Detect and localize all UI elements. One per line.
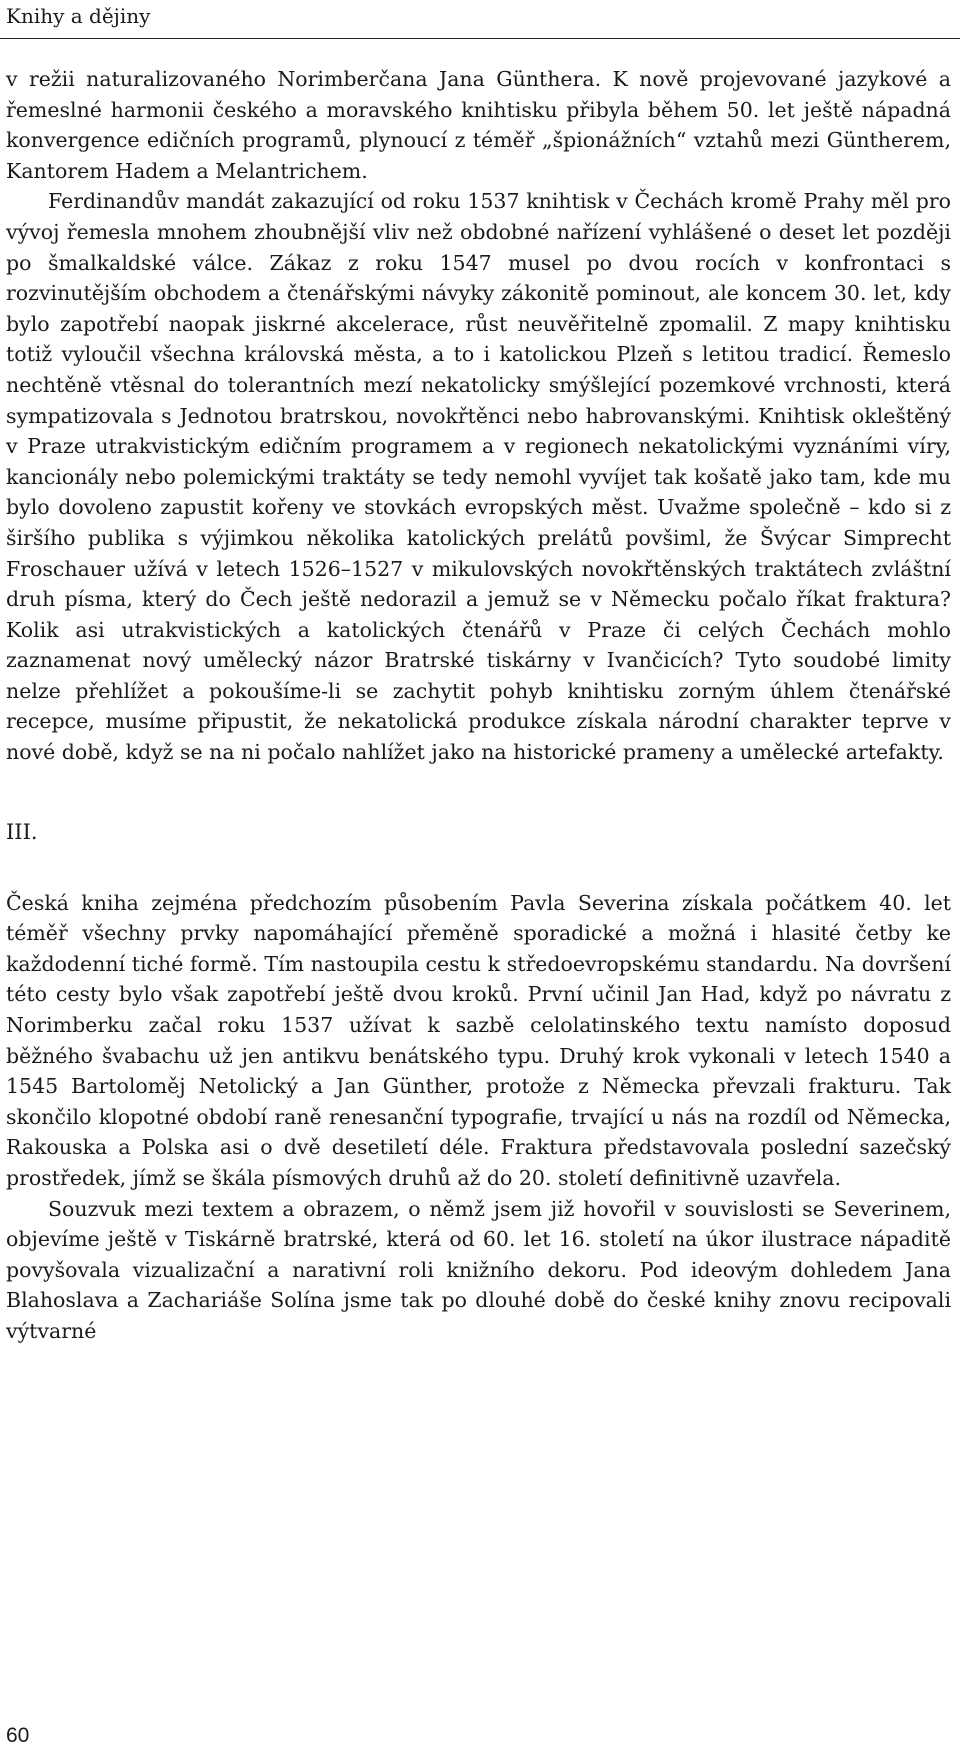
page-number: 60 xyxy=(6,1724,30,1747)
paragraph-3: Česká kniha zejména předchozím působením Pavla Severina získala počátkem 40. let téměř všechny prvky napomáhající přeměně sporadické a možná i hlasité četby ke každodenní tiché formě. Tím nastoupila cestu k středoevropskému standardu. Na dovršení této cesty bylo však zapotřebí ještě dvou kroků. První učinil Jan Had, když po návratu z Norimberku začal roku 1537 užívat k sazbě celolatinského textu namísto doposud běžného švabachu už jen antikvu benátského typu. Druhý krok vykonali v letech 1540 a 1545 Bartoloměj Netolický a Jan Günther, protože z Německa převzali frakturu. Tak skončilo klopotné období raně renesanční typografie, trvající u nás na rozdíl od Německa, Rakouska a Polska asi o dvě desetiletí déle. Fraktura představovala poslední sazečský prostředek, jímž se škála písmových druhů až do 20. století definitivně uzavřela. xyxy=(6,890,951,1190)
page-body xyxy=(6,64,951,1347)
running-head xyxy=(0,0,960,39)
paragraph-4: Souzvuk mezi textem a obrazem, o němž jsem již hovořil v souvislosti se Severinem, objevíme ještě v Tiskárně bratrské, která od 60. let 16. století na úkor ilustrace nápaditě povyšovala vizualizační a narativní roli knižního dekoru. Pod ideovým dohledem Jana Blahoslava a Zachariáše Solína jsme tak po dlouhé době do české knihy znovu recipovali výtvarné xyxy=(6,1196,951,1343)
running-head-title: Knihy a dějiny xyxy=(6,4,151,28)
paragraph-1: v režii naturalizovaného Norimberčana Jana Günthera. K nově projevované jazykové a řemeslné harmonii českého a moravského knihtisku přibyla během 50. let ještě nápadná konvergence edičních programů, plynoucí z téměř „špionážních“ vztahů mezi Güntherem, Kantorem Hadem a Melantrichem. xyxy=(6,67,951,183)
paragraph-2: Ferdinandův mandát zakazující od roku 1537 knihtisk v Čechách kromě Prahy měl pro vývoj řemesla mnohem zhoubnější vliv než obdobné nařízení vyhlášené o deset let později po šmalkaldské válce. Zákaz z roku 1547 musel po dvou rocích v konfrontaci s rozvinutějším obchodem a čtenářskými návyky zákonitě pominout, ale koncem 30. let, kdy bylo zapotřebí naopak jiskrné akcelerace, růst neuvěřitelně zpomalil. Z mapy knihtisku totiž vyloučil všechna královská města, a to i katolickou Plzeň s letitou tradicí. Řemeslo nechtěně vtěsnal do tolerantních mezí nekatolicky smýšlející pozemkové vrchnosti, která sympatizovala s Jednotou bratrskou, novokřtěnci nebo habrovanskými. Knihtisk okleštěný v Praze utrakvistickým edičním programem a v regionech nekatolickými vyznáními víry, kancionály nebo polemickými traktáty se tedy nemohl vyvíjet tak košatě jako tam, kde mu bylo dovoleno zapustit kořeny ve stovkách evropských měst. Uvažme společně – kdo si z širšího publika s výjimkou několika katolických prelátů povšiml, že Švýcar Simprecht Froschauer užívá v letech 1526–1527 v mikulovských novokřtěnských traktátech zvláštní druh písma, který do Čech ještě nedorazil a jemuž se v Německu počalo říkat fraktura? Kolik asi utrakvistických a katolických čtenářů v Praze či celých Čechách mohlo zaznamenat nový umělecký názor Bratrské tiskárny v Ivančicích? Tyto soudobé limity nelze přehlížet a pokoušíme-li se zachytit pohyb knihtisku zorným úhlem čtenářské recepce, musíme připustit, že nekatolická produkce získala národní charakter teprve v nové době, když se na ni počalo nahlížet jako na historické prameny a umělecké artefakty. xyxy=(6,189,951,765)
section-heading: III. xyxy=(6,819,38,844)
